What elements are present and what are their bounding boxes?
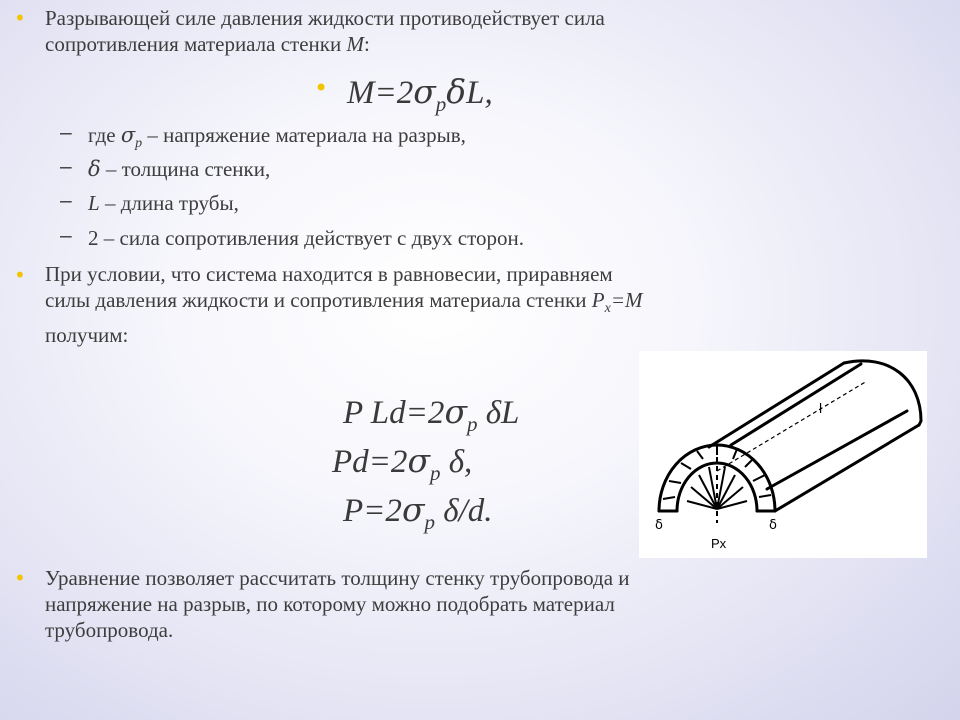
dash-marker: – (60, 224, 72, 247)
length-label: l (819, 400, 823, 416)
bullet-icon: • (14, 263, 26, 287)
dash-marker: – (60, 155, 72, 178)
bottom-right-edge (775, 425, 919, 511)
equilibrium-line-3: получим: (45, 323, 129, 348)
delta-right-label: δ (769, 518, 777, 533)
definition-sigma: где $\sigma_р$ – напряжение материала на разрыв, (88, 123, 466, 152)
main-formula: $M=2\sigma_р\delta L$, (347, 72, 493, 116)
delta-left-label: δ (655, 518, 663, 533)
right-inner-edge (767, 411, 907, 489)
intro-line-1: Разрывающей силе давления жидкости противодействует сила (45, 6, 605, 30)
conclusion-line-1: Уравнение позволяет рассчитать толщину стенку трубопровода и (45, 566, 630, 590)
equilibrium-paragraph (45, 261, 643, 348)
definition-two: 2 – сила сопротивления действует с двух сторон. (88, 226, 524, 250)
top-ridge-line (709, 363, 844, 447)
pipe-half-section-figure (639, 351, 927, 558)
bullet-icon: • (14, 6, 26, 30)
intro-line-2: сопротивления материала стенки M: (45, 32, 370, 56)
derivation-formula-3: $P=2\sigma_р$ δ/d. (343, 490, 493, 534)
dash-marker: – (60, 189, 72, 212)
outer-back-line (731, 364, 861, 445)
equilibrium-line-2: силы давления жидкости и сопротивления материала стенки $P_x=M$ (45, 288, 643, 317)
conclusion-paragraph (45, 565, 630, 643)
derivation-formula-2: $Pd=2\sigma_р$ δ, (332, 441, 473, 485)
force-px-label: Px (711, 536, 727, 551)
definition-length: L – длина трубы, (88, 191, 239, 215)
pipe-diagram-svg (639, 351, 927, 558)
back-end-arc (844, 361, 921, 425)
dash-marker: – (60, 121, 72, 144)
derivation-formula-1: P $Ld=2\sigma_р$ δL (343, 392, 520, 436)
bullet-icon: • (314, 74, 329, 102)
bullet-icon: • (14, 566, 26, 590)
definition-delta: δ – толщина стенки, (88, 157, 271, 181)
intro-paragraph (45, 5, 605, 57)
conclusion-line-2: напряжение на разрыв, по которому можно подобрать материал (45, 592, 615, 616)
equilibrium-line-1: При условии, что система находится в равновесии, приравняем (45, 262, 613, 286)
conclusion-line-3: трубопровода. (45, 618, 174, 642)
